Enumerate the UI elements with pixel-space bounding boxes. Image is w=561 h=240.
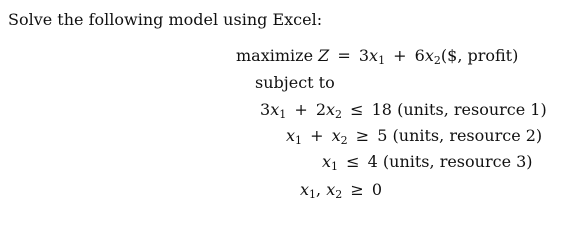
nonnegativity-constraint: $x_1$, $x_2 \ge 0$ [300, 180, 383, 201]
constraint-1 [260, 100, 547, 121]
var-x2: $x_2$ [424, 46, 441, 67]
var-x2: $x_2$ [326, 180, 343, 201]
problem-intro: Solve the following model using Excel: [8, 10, 323, 29]
c2-note: (units, resource 2) [392, 126, 543, 145]
c3-relation: ≤ [346, 152, 360, 171]
var-x1: $x_1$ [270, 100, 287, 121]
c1-note: (units, resource 1) [397, 100, 547, 119]
var-x2: $x_2$ [326, 100, 343, 121]
c1-coef2: 2 [315, 100, 326, 119]
var-x1: $x_1$ [322, 152, 339, 173]
subject-to-label: subject to [255, 73, 335, 92]
c1-coef1: 3 [260, 100, 271, 119]
plus-sign: + [393, 46, 407, 65]
var-x1: $x_1$ [369, 46, 386, 67]
objective-line [236, 46, 518, 67]
c2-relation: ≥ [355, 126, 370, 145]
objective-variable: Z [318, 46, 330, 65]
nonneg-relation: ≥ [350, 180, 364, 199]
constraint-2 [286, 126, 542, 147]
c3-note: (units, resource 3) [382, 152, 533, 171]
objective-annotation: ($, profit) [440, 46, 519, 65]
nonneg-rhs: 0 [371, 180, 383, 199]
c1-rhs: 18 [371, 100, 392, 119]
objective-coef1: 3 [358, 46, 370, 65]
objective-keyword: maximize [236, 46, 314, 65]
var-x2: $x_2$ [331, 126, 348, 147]
objective-coef2: 6 [414, 46, 425, 65]
c1-relation: ≤ [350, 100, 364, 119]
var-x1: $x_1$ [300, 180, 317, 201]
constraint-3 [322, 152, 533, 173]
c2-rhs: 5 [377, 126, 388, 145]
plus-sign: + [310, 126, 324, 145]
var-x1: $x_1$ [286, 126, 303, 147]
c3-rhs: 4 [367, 152, 378, 171]
plus-sign: + [294, 100, 308, 119]
equals-sign: = [337, 46, 351, 65]
